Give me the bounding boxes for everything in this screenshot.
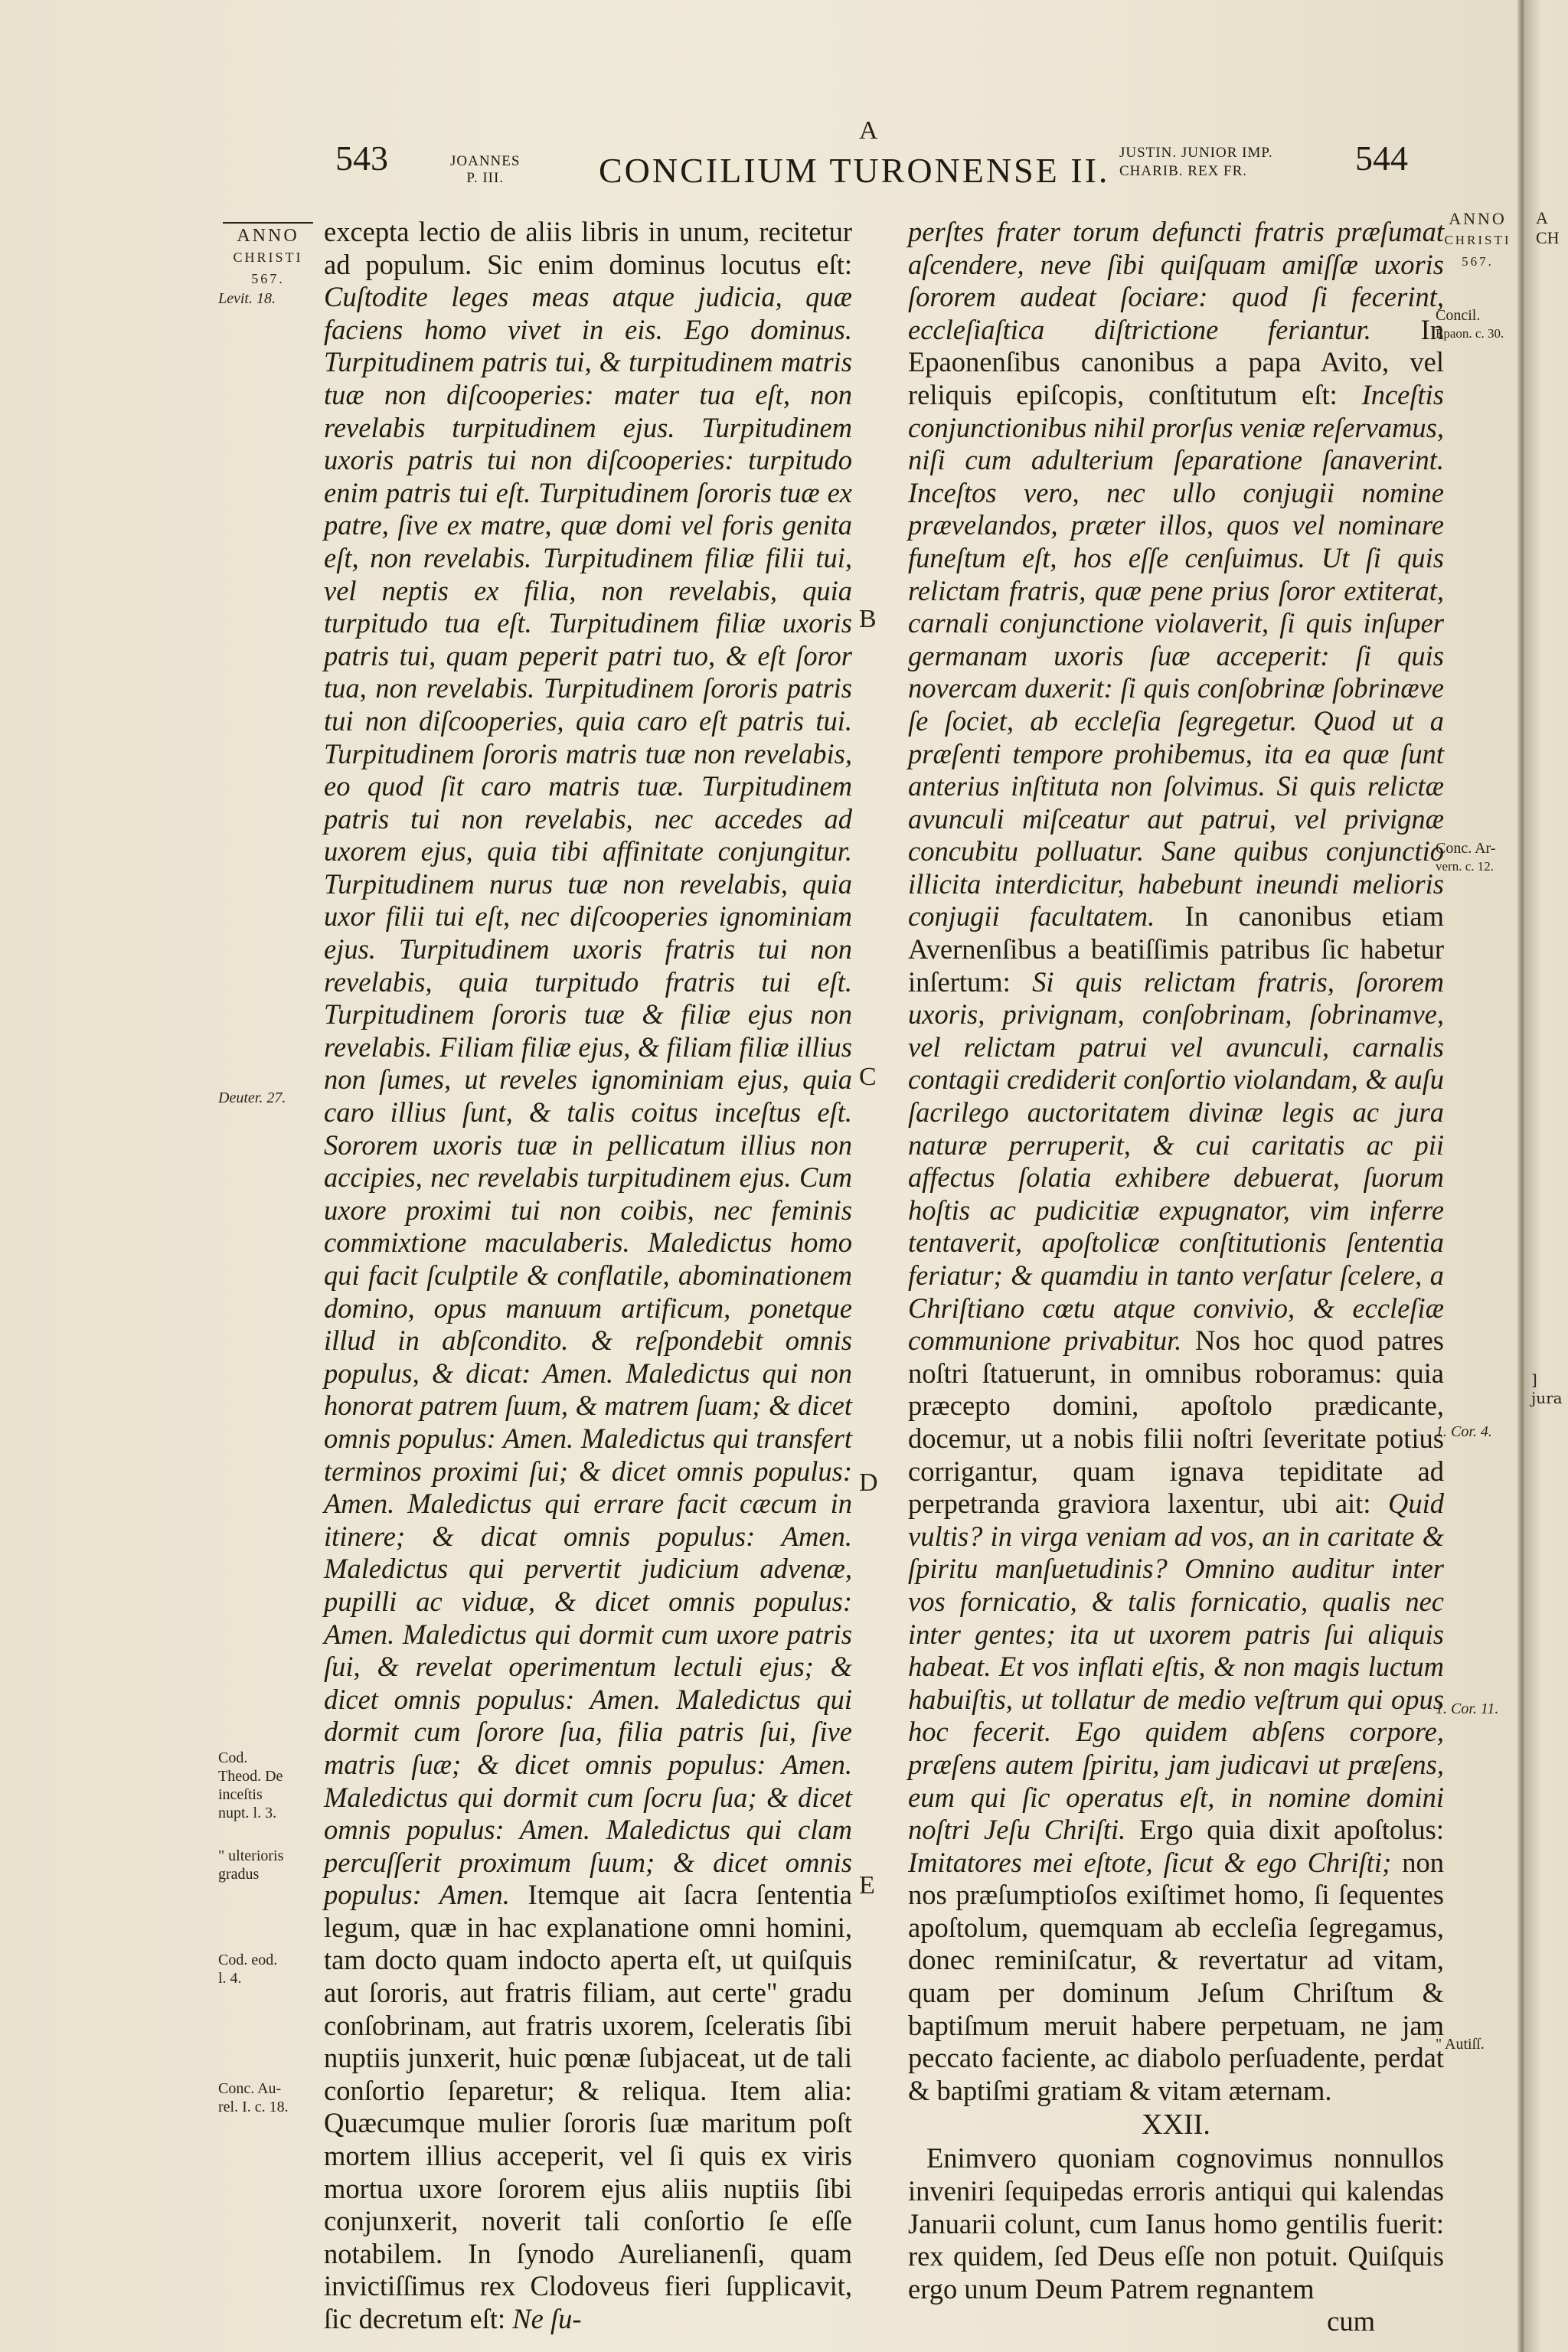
- running-head-line: JUSTIN. JUNIOR IMP.: [1119, 145, 1273, 161]
- section-letter-d: D: [859, 1468, 878, 1497]
- margin-ref-line: gradus: [218, 1866, 260, 1883]
- margin-ref-line: Theod. De: [218, 1768, 283, 1785]
- scripture-quote: Ne ſu-: [512, 2303, 582, 2334]
- text-run: excepta lectio de aliis libris in unum, recitetur ad populum. Sic enim dominus locutus eſt:: [324, 216, 852, 280]
- running-head-line: JOANNES: [450, 153, 521, 169]
- section-letter-e: E: [859, 1871, 875, 1900]
- margin-rule: [223, 222, 313, 224]
- margin-anno-line: CHRISTI: [233, 250, 303, 265]
- margin-anno-line: CHRISTI: [1444, 233, 1511, 247]
- margin-anno-line: 567.: [1462, 254, 1494, 269]
- margin-ref-deuter: Deuter. 27.: [218, 1089, 286, 1106]
- margin-ref-conc-aurel: [218, 2079, 318, 2116]
- margin-ref-line: Conc. Au-: [218, 2080, 282, 2097]
- running-head-right: [1119, 144, 1273, 181]
- paragraph: [908, 216, 1444, 2107]
- running-head-left: [450, 153, 520, 187]
- margin-ref-line: vern. c. 12.: [1436, 859, 1494, 874]
- facing-page-jura: ] jura: [1531, 1370, 1563, 1407]
- margin-anno-line: 567.: [251, 271, 285, 286]
- page-title: CONCILIUM TURONENSE II.: [599, 151, 1110, 190]
- margin-ref-cod-theod: [218, 1749, 318, 1822]
- margin-ref-line: l. 4.: [218, 1970, 242, 1987]
- facing-anno-line: A: [1536, 208, 1548, 227]
- margin-ref-line: Epaon. c. 30.: [1436, 326, 1504, 341]
- margin-ref-conc-avern: [1436, 839, 1520, 876]
- text-run: Itemque ait ſacra ſententia legum, quæ in hac explanatione omni homini, tam docto quam indocto aperta eſt, ut quiſquis aut ſororis, aut fratris filiam, aut certe" gradu conſobrinam, aut fratris uxorem, ſceleratis ſibi nuptiis junxerit, huic pœnæ ſubjaceat, ut de tali conſortio ſeparetur; & reliqua. Item alia: Quæcumque mulier ſororis ſuæ maritum poſt mortem illius acceperit, vel ſi quis ex viris mortua uxore ſororem ejus aliis nuptiis ſibi conjunxerit, noverit tali conſortio ſe eſſe notabilem. In ſynodo Aurelianenſi, quam invictiſſimus rex Clodoveus fieri ſupplicavit, ſic decretum eſt:: [324, 1879, 852, 2334]
- scripture-quote: Imitatores mei eſtote, ſicut & ego Chriſti;: [908, 1846, 1403, 1878]
- margin-ref-concil-epaon: [1436, 306, 1520, 343]
- margin-anno-line: ANNO: [237, 226, 299, 246]
- running-head-line: P. III.: [466, 170, 505, 186]
- catchword: cum: [1327, 2305, 1375, 2337]
- margin-ref-line: inceſtis: [218, 1786, 263, 1803]
- margin-anno-left: [218, 222, 318, 289]
- text-run: In Epaonenſibus canonibus a papa Avito, vel reliquis epiſcopis, conſtitutum eſt:: [908, 313, 1444, 410]
- text-run: Ergo quia dixit apoſtolus:: [1139, 1814, 1444, 1846]
- margin-ref-line: Conc. Ar-: [1436, 840, 1496, 857]
- margin-ref-cor-11: 1. Cor. 11.: [1436, 1700, 1499, 1717]
- section-letter-c: C: [859, 1063, 877, 1091]
- canon-quote: perſtes frater torum defuncti fratris præſumat aſcendere, neve ſibi quiſquam amiſſæ uxoris ſororem audeat ſociare: quod ſi fecerint, eccleſiaſtica diſtrictione feriantur.: [908, 216, 1444, 345]
- scripture-quote: Cuſtodite leges meas atque judicia, quæ faciens homo vivet in eis. Ego dominus. Turpitudinem patris tui, & turpitudinem matris tuæ non diſcooperies: mater tua eſt, non revelabis turpitudinem ejus. Turpitudinem uxoris patris tui non diſcooperies: turpitudo enim patris tui eſt. Turpitudinem ſororis tuæ ex patre, ſive ex matre, quæ domi vel foris genita eſt, non revelabis. Turpitudinem filiæ filii tui, vel neptis ex filia, non revelabis, quia turpitudo tua eſt. Turpitudinem filiæ uxoris patris tui, quam peperit patri tuo, & eſt ſoror tua, non revelabis. Turpitudinem ſororis patris tui non diſcooperies, quia caro eſt patris tui. Turpitudinem ſororis matris tuæ non revelabis, eo quod ſit caro matris tuæ. Turpitudinem patris tui non revelabis, nec accedes ad uxorem ejus, quia tibi affinitate conjungitur. Turpitudinem nurus tuæ non revelabis, quia uxor filii tui eſt, nec diſcooperies ignominiam ejus. Turpitudinem uxoris fratris tui non revelabis, quia turpitudo fratris tui eſt. Turpitudinem ſororis tuæ & filiæ ejus non revelabis. Filiam filiæ ejus, & filiam filiæ illius non ſumes, ut reveles ignominiam ejus, quia caro illius ſunt, & talis coitus inceſtus eſt. Sororem uxoris tuæ in pellicatum illius non accipies, nec revelabis turpitudinem ejus. Cum uxore proximi tui non coibis, nec feminis commixtione maculaberis. Maledictus homo qui facit ſculptile & conflatile, abominationem domino, opus manuum artificum, ponetque illud in abſcondito. & reſpondebit omnis populus, & dicat: Amen. Maledictus qui non honorat patrem ſuum, & matrem ſuam; & dicet omnis populus: Amen. Maledictus qui transfert terminos proximi ſui; & dicet omnis populus: Amen. Maledictus qui errare facit cæcum in itinere; & dicat omnis populus: Amen. Maledictus qui pervertit judicium advenæ, pupilli ac viduæ, & dicet omnis populus: Amen. Maledictus qui dormit cum uxore patris ſui, & revelat operimentum lectuli ejus; & dicet omnis populus: Amen. Maledictus qui dormit cum ſorore ſua, filia patris ſui, ſive matris ſuæ; & dicet omnis populus: Amen. Maledictus qui dormit cum ſocru ſua; & dicet omnis populus: Amen. Maledictus qui clam percuſſerit proximum ſuum; & dicet omnis populus: Amen.: [324, 281, 852, 1911]
- margin-ref-ulterioris: [218, 1847, 318, 1883]
- margin-ref-cor-4: 1. Cor. 4.: [1436, 1423, 1492, 1440]
- margin-ref-line: Concil.: [1436, 307, 1481, 324]
- running-head-line: CHARIB. REX FR.: [1119, 163, 1248, 179]
- facing-page-edge: [1524, 0, 1568, 2352]
- scripture-quote: Quid vultis? in virga veniam ad vos, an in caritate & ſpiritu manſuetudinis? Omnino auditur inter vos fornicatio, & talis fornicatio, qualis nec inter gentes; ita ut uxorem patris ſui aliquis habeat. Et vos inflati eſtis, & non magis luctum habuiſtis, ut tollatur de medio veſtrum qui opus hoc fecerit. Ego quidem abſens corpore, præſens autem ſpiritu, jam judicavi ut præſens, eum qui ſic operatus eſt, in nomine domini noſtri Jeſu Chriſti.: [908, 1488, 1444, 1846]
- text-run: Enimvero quoniam cognovimus nonnullos inveniri ſequipedas erroris antiqui qui kalendas Januarii colunt, cum Ianus homo gentilis fuerit: rex quidem, ſed Deus eſſe non potuit. Quiſquis ergo unum Deum Patrem regnantem: [908, 2142, 1444, 2305]
- text-run: non nos præſumptioſos exiſtimet homo, ſi ſequentes apoſtolum, quemquam ab eccleſia ſegregamus, donec reminiſcatur, & revertatur ad vitam, quam per dominum Jeſum Chriſtum & baptiſmum meruit habere perpetuam, ne jam peccato faciente, ac diabolo perſuadente, perdat & baptiſmi gratiam & vitam æternam.: [908, 1846, 1444, 2106]
- section-letter-a: A: [859, 116, 878, 145]
- page-number-left: 543: [335, 139, 388, 178]
- margin-anno-right: [1436, 208, 1520, 273]
- paragraph: [908, 2142, 1444, 2305]
- text-run: Nos hoc quod patres noſtri ſtatuerunt, in omnibus roboramus: quia præcepto domini, apoſtolo prædicante, docemur, ut a nobis filii noſtri ſeveritate potius corrigantur, quam ignava tepiditate ad perpetranda graviora laxentur, ubi ait:: [908, 1325, 1444, 1520]
- left-text-column: [324, 216, 852, 2336]
- margin-ref-line: nupt. l. 3.: [218, 1805, 277, 1821]
- text-run: In canonibus etiam Avernenſibus a beatiſſimis patribus ſic habetur inſertum:: [908, 900, 1444, 998]
- margin-ref-line: Cod. eod.: [218, 1952, 278, 1968]
- margin-ref-autiss: " Autiſſ.: [1436, 2036, 1485, 2053]
- page-number-right: 544: [1355, 139, 1408, 178]
- paragraph: [324, 216, 852, 2336]
- margin-anno-line: ANNO: [1449, 209, 1507, 228]
- right-text-column: [908, 216, 1444, 2338]
- margin-ref-cod-eod: [218, 1951, 318, 1988]
- canon-quote: Inceſtis conjunctionibus nihil prorſus veniæ reſervamus, niſi cum adulterium ſeparatione ſanaverint. Inceſtos vero, nec ullo conjugii nomine prævelandos, præter illos, quos vel nominare funeſtum eſt, hos eſſe cenſuimus. Ut ſi quis relictam fratris, quæ pene prius ſoror extiterat, carnali conjunctione violaverit, ſi quis inſuper germanam uxoris ſuæ acceperit: ſi quis novercam duxerit: ſi quis conſobrinæ ſobrinæve ſe ſociet, ab eccleſia ſegregetur. Quod ut a præſenti tempore prohibemus, ita ea quæ ſunt anterius inſtituta non ſolvimus. Si quis relictæ avunculi miſceatur aut patrui, vel privignæ concubitu polluatur. Sane quibus conjunctio illicita interdicitur, habebunt ineundi melioris conjugii facultatem.: [908, 378, 1444, 933]
- margin-ref-line: Cod.: [218, 1749, 248, 1766]
- section-number: XXII.: [1142, 2109, 1210, 2141]
- section-letter-b: B: [859, 605, 877, 633]
- canon-quote: Si quis relictam fratris, ſororem uxoris, privignam, conſobrinam, ſobrinamve, vel relictam patrui vel avunculi, carnalis contagii crediderit conſortio violandam, & auſu ſacrilego auctoritatem divinæ legis ac jura naturæ perruperit, & cui caritatis ac pii affectus ſolatia exhibere debuerat, ſuorum hoſtis ac pudicitiæ expugnator, vim inferre tentaverit, apoſtolicæ conſtitutionis ſententia feriatur; & quamdiu in tanto verſatur ſcelere, a Chriſtiano cœtu atque convivio, & eccleſiæ communione privabitur.: [908, 965, 1444, 1357]
- margin-ref-line: rel. I. c. 18.: [218, 2099, 289, 2115]
- margin-ref-line: " ulterioris: [218, 1847, 284, 1864]
- margin-ref-levit: Levit. 18.: [218, 290, 276, 307]
- facing-anno-line: CH: [1536, 228, 1560, 247]
- facing-page-anno: [1536, 208, 1560, 248]
